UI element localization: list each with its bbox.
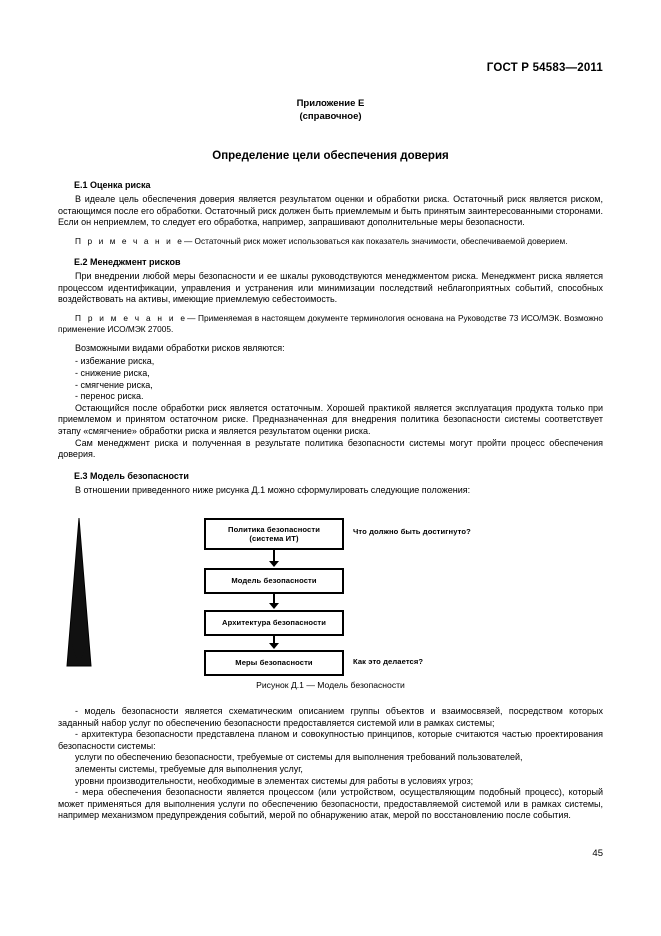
diagram-box-line-1: Политика безопасности: [228, 524, 320, 534]
note-text: — Применяемая в настоящем документе терминология основана на Руководстве 73 ИСО/МЭК. Возможно применение ИСО/МЭК 27005.: [58, 312, 603, 335]
section-e2-note: [58, 313, 603, 336]
section-e3-bullet-3: - мера обеспечения безопасности является процессом (или устройством, осуществляющим подобный процесс), который может применяться для выполнения услуги по обеспечению безопасности, предоставляемой системой или в рамках системы, например механизмом предупреждения событий, мерой по обнаружению атак, мерой по восстановлению после события.: [58, 787, 603, 821]
list-item: - избежание риска,: [75, 356, 155, 367]
annex-subtitle: (справочное): [299, 111, 362, 122]
section-e2-paragraph-1: При внедрении любой меры безопасности и ее шкалы руководствуются менеджментом риска. Менеджмент риска является процессом идентификации, управления и устранения или минимизации последствий неблагоприятных событий, способных воздействовать на активы, имеющие приемлемую себестоимость.: [58, 271, 603, 305]
risk-treatment-list: [58, 356, 603, 402]
list-item: - снижение риска,: [75, 367, 150, 378]
section-e3-bullet-2: - архитектура безопасности представлена планом и совокупностью принципов, которые считаются частью проектирования безопасности системы:: [58, 729, 603, 751]
diagram-box-line-2: (система ИТ): [249, 534, 299, 543]
diagram-box-line-1: Модель безопасности: [231, 576, 317, 586]
note-text: — Остаточный риск может использоваться как показатель значимости, обеспечиваемой доверием.: [183, 235, 568, 246]
body-lower: [58, 706, 603, 822]
diagram-box-security-policy: [204, 518, 344, 550]
diagram-box-security-model: [204, 568, 344, 594]
figure-caption: Рисунок Д.1 — Модель безопасности: [256, 680, 405, 690]
section-e1-note: [58, 236, 603, 247]
section-heading-e2: Е.2 Менеджмент рисков: [74, 257, 181, 268]
diagram-box-line-1: Меры безопасности: [235, 658, 313, 668]
diagram-arrowhead-icon: [269, 643, 279, 649]
document-header-standard-id: ГОСТ Р 54583—2011: [486, 62, 603, 74]
diagram-question-top: Что должно быть достигнуто?: [353, 527, 471, 536]
section-heading-e3: Е.3 Модель безопасности: [74, 470, 189, 481]
page-number: 45: [592, 848, 603, 859]
diagram-arrowhead-icon: [269, 603, 279, 609]
annex-title: Приложение Е: [296, 98, 365, 109]
section-e3-bullet-1: - модель безопасности является схематическим описанием группы объектов и взаимосвязей, посредством которых заданный набор услуг по обеспечению безопасности предоставляется системой или в рамках системы;: [58, 706, 603, 728]
diagram-question-bottom: Как это делается?: [353, 657, 424, 666]
section-e3-sub-item: услуги по обеспечению безопасности, требуемые от системы для выполнения требований пользователей,: [75, 752, 523, 763]
section-e3-sub-item: уровни производительности, необходимые в элементах системы для работы в условиях угроз;: [75, 775, 474, 786]
diagram-box-line-1: Архитектура безопасности: [222, 618, 326, 628]
page-title: Определение цели обеспечения доверия: [212, 150, 449, 162]
diagram-box-security-architecture: [204, 610, 344, 636]
figure-canvas: [58, 512, 603, 672]
section-e3-sub-item: элементы системы, требуемые для выполнения услуг,: [75, 763, 303, 774]
diagram-box-security-measures: [204, 650, 344, 676]
section-heading-e1: Е.1 Оценка риска: [74, 180, 151, 190]
annex-heading: [0, 97, 661, 123]
note-label: П р и м е ч а н и е: [75, 312, 188, 323]
body-upper: [58, 180, 603, 496]
section-e2-paragraph-3: Сам менеджмент риска и полученная в результате политика безопасности системы могут пройти процесс обеспечения доверия.: [58, 437, 603, 460]
note-label: П р и м е ч а н и е: [75, 235, 184, 246]
section-e3-intro: В отношении приведенного ниже рисунка Д.1 можно сформулировать следующие положения:: [75, 484, 471, 495]
section-e2-paragraph-2: Остающийся после обработки риск является остаточным. Хорошей практикой является эксплуатация продукта только при приемлемом и принятом остаточном риске. Предназначенная для внедрения политика безопасности системы соответствует этапу «смягчение» обработки риска и является результатом оценки риска.: [58, 402, 603, 436]
security-model-figure: [58, 512, 603, 692]
section-e1-paragraph-1: В идеале цель обеспечения доверия является результатом оценки и обработки риска. Остаточный риск является риском, остающимся после его обработки. Остаточный риск должен быть приемлемым и быть принятым заинтересованными сторонами. Если он неприемлем, то следует его обработка, например, запрашивают дополнительные меры безопасности.: [58, 194, 603, 228]
section-e2-list-intro: Возможными видами обработки рисков являются:: [75, 342, 285, 353]
detail-wedge-label: Детализация: [64, 574, 71, 618]
list-item: - смягчение риска,: [75, 379, 153, 390]
list-item: - перенос риска.: [75, 391, 144, 402]
diagram-arrowhead-icon: [269, 561, 279, 567]
